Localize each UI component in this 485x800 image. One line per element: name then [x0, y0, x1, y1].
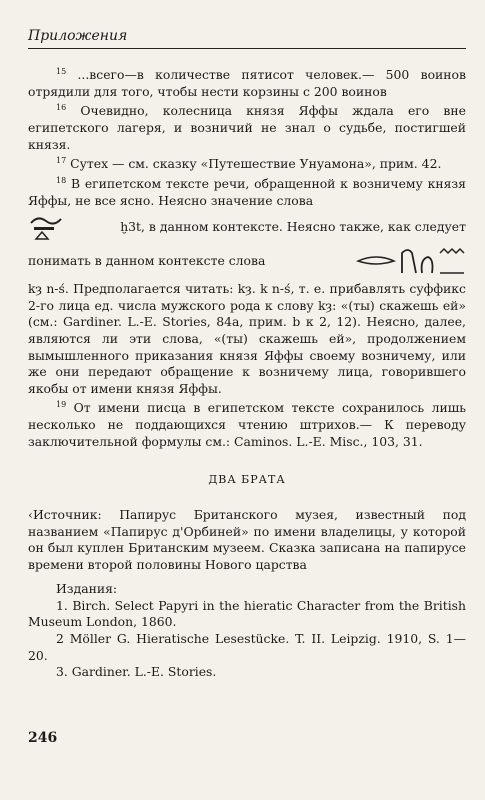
running-header: Приложения — [28, 28, 128, 44]
edition-2: 2 Möller G. Hieratische Lesestücke. T. II. Leipzig. 1910, S. 1—20. — [28, 631, 466, 663]
note-16: $^{16}$ Очевидно, колесница князя Яффы ждала его вне египетского лагеря, и возничий не знал о судьбе, постигшей князя. — [28, 103, 466, 152]
note-15: $^{15}$ ...всего—в количестве пятисот человек.— 500 воинов отрядили для того, чтобы нести корзины с 200 воинов — [28, 67, 466, 99]
editions-heading: Издания: — [56, 581, 118, 597]
note-18: $^{18}$ В египетском тексте речи, обращенной к возничему князя Яффы, не все ясно. Неясно значение слова — [28, 175, 466, 208]
note-17: $^{17}$ Сутех — см. сказку «Путешествие Унуамона», прим. 42. — [56, 156, 442, 172]
note-18-continued: kȝ n-ś. Предполагается читать: kȝ. k n-ś, т. е. прибавлять суффикс 2-го лица ед. числа мужского рода к слову kȝ: «(ты) скажешь ей» (см.: Gardiner. L.-E. Stories, 84a, прим. b к 2, 12). Неясно, далее, являются ли эти слова, «(ты) скажешь ей», продолжением вымышленного приказания князя Яффы своему возничему, или же они передают обращение к возничему лица, говорившего якобы от имени князя Яффы. — [28, 281, 466, 396]
page-body — [28, 64, 466, 681]
note-19: $^{19}$ От имени писца в египетском тексте сохранилось лишь несколько не поддающихся чтению штрихов.— К переводу заключительной формулы см.: Caminos. L.-E. Misc., 103, 31. — [28, 400, 466, 449]
section-title: ДВА БРАТА — [208, 473, 286, 487]
page-number: 246 — [28, 730, 58, 746]
note-18-word-line: понимать в данном контексте слова — [28, 245, 466, 277]
hieroglyph-word-icon — [356, 245, 466, 277]
header-rule — [28, 48, 466, 49]
edition-1: 1. Birch. Select Papyri in the hieratic Character from the British Museum London, 1860. — [28, 597, 466, 630]
edition-3: 3. Gardiner. L.-E. Stories. — [56, 664, 217, 680]
hieroglyph-icon — [28, 213, 64, 241]
source-paragraph: ‹Источник: Папирус Британского музея, известный под названием «Папирус д'Орбиней» по имени владелицы, у которой он был куплен Британским музеем. Сказка записана на папирусе времени второй половины Нового царства — [28, 506, 466, 572]
note-18-hieroglyph-line: ḫ3t, в данном контексте. Неясно также, как следует — [28, 213, 466, 241]
